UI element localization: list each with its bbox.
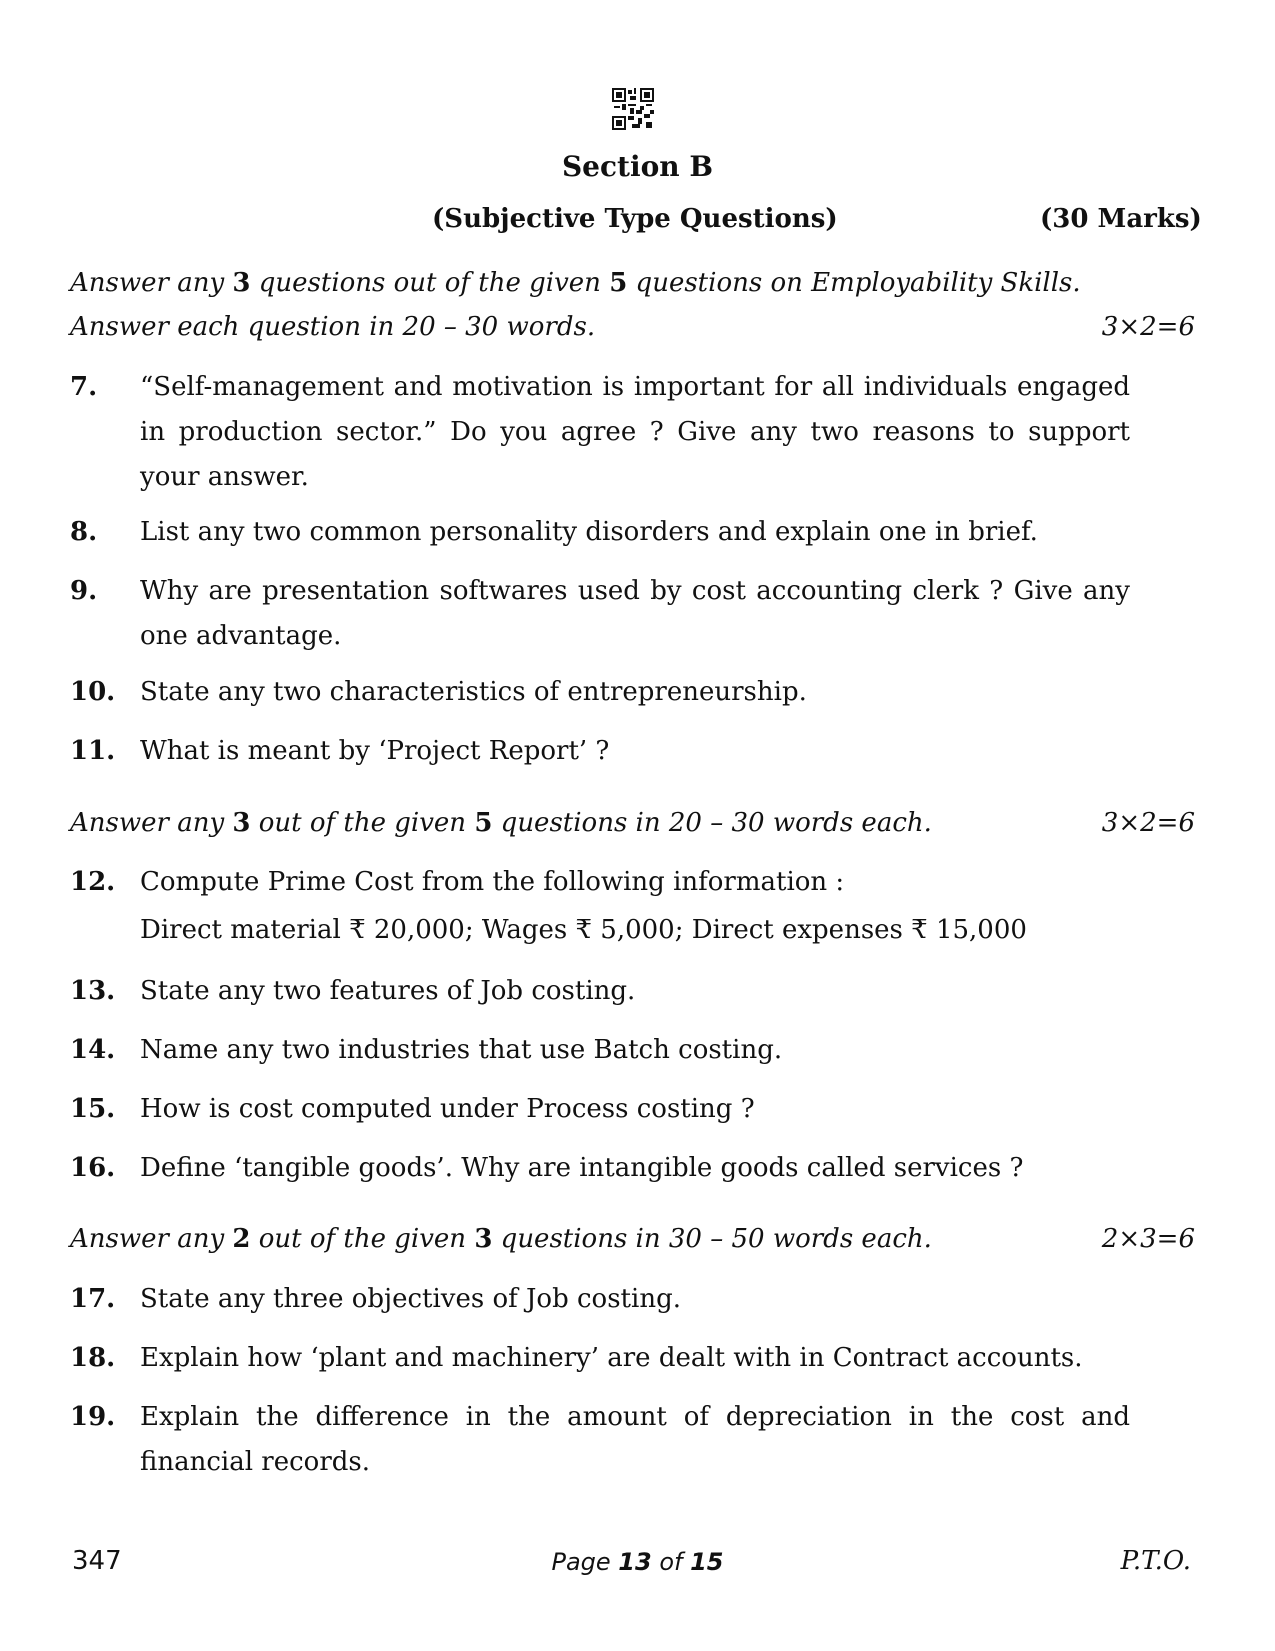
question-number: 19. <box>70 1402 116 1432</box>
marks-group-2: 3×2=6 <box>1101 808 1195 838</box>
question-number: 17. <box>70 1284 116 1314</box>
question-text: “Self-management and motivation is important for all individuals engaged in production sector.” Do you agree ? Give any two reasons to support your answer. <box>140 372 1130 492</box>
question-number: 15. <box>70 1094 116 1124</box>
question-number: 16. <box>70 1153 116 1183</box>
question-number: 11. <box>70 736 116 766</box>
question-text: State any two characteristics of entrepreneurship. <box>140 677 807 707</box>
paper-code: 347 <box>72 1546 122 1576</box>
question-number: 9. <box>70 576 98 606</box>
qr-code-icon <box>612 88 654 130</box>
instruction-group-3: Answer any 2 out of the given 3 questions in 30 – 50 words each. <box>70 1224 932 1254</box>
section-title: Section B <box>561 150 714 183</box>
question-number: 18. <box>70 1343 116 1373</box>
question-text: State any two features of Job costing. <box>140 976 636 1006</box>
question-text: List any two common personality disorders and explain one in brief. <box>140 517 1038 547</box>
question-number: 10. <box>70 677 116 707</box>
question-text: Compute Prime Cost from the following information : <box>140 867 845 897</box>
instruction-group-1: Answer any 3 questions out of the given 5 questions on Employability Skills. <box>70 268 1081 298</box>
question-data-line: Direct material ₹ 20,000; Wages ₹ 5,000; Direct expenses ₹ 15,000 <box>140 915 1027 945</box>
question-number: 13. <box>70 976 116 1006</box>
question-text: Why are presentation softwares used by cost accounting clerk ? Give any one advantage. <box>140 576 1130 651</box>
question-text: How is cost computed under Process costing ? <box>140 1094 755 1124</box>
instruction-group-1-line-2: Answer each question in 20 – 30 words. <box>70 312 596 342</box>
question-text: Name any two industries that use Batch costing. <box>140 1035 783 1065</box>
question-number: 12. <box>70 867 116 897</box>
instruction-group-2: Answer any 3 out of the given 5 questions in 20 – 30 words each. <box>70 808 932 838</box>
question-number: 7. <box>70 372 98 402</box>
please-turn-over: P.T.O. <box>1120 1546 1191 1576</box>
marks-group-3: 2×3=6 <box>1101 1224 1195 1254</box>
section-subtitle: (Subjective Type Questions) <box>432 204 838 234</box>
section-marks: (30 Marks) <box>1040 204 1202 234</box>
question-number: 8. <box>70 517 98 547</box>
question-number: 14. <box>70 1035 116 1065</box>
question-text: What is meant by ‘Project Report’ ? <box>140 736 610 766</box>
question-text: Define ‘tangible goods’. Why are intangible goods called services ? <box>140 1153 1024 1183</box>
question-text: Explain how ‘plant and machinery’ are dealt with in Contract accounts. <box>140 1343 1083 1373</box>
question-text: Explain the difference in the amount of depreciation in the cost and financial records. <box>140 1402 1130 1477</box>
marks-group-1: 3×2=6 <box>1101 312 1195 342</box>
question-text: State any three objectives of Job costing. <box>140 1284 681 1314</box>
page-number: Page 13 of 15 <box>551 1548 724 1576</box>
